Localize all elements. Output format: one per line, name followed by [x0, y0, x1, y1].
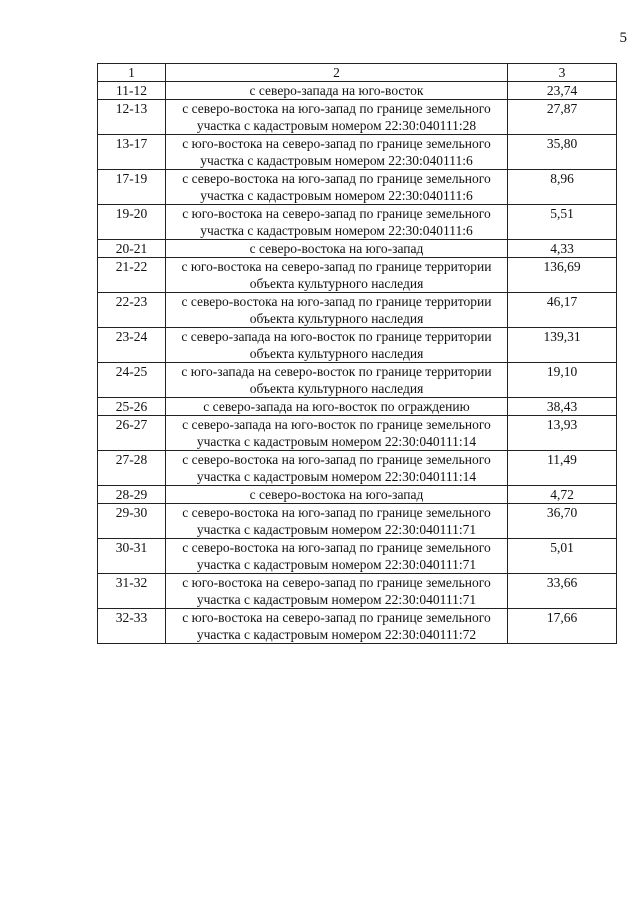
length-cell: 8,96: [508, 170, 617, 205]
segment-cell: 29-30: [98, 504, 166, 539]
length-cell: 35,80: [508, 135, 617, 170]
table-row: [98, 100, 617, 135]
table-row: [98, 82, 617, 100]
table-row: [98, 486, 617, 504]
description-cell: с северо-запада на юго-восток по границе территории объекта культурного наследия: [166, 328, 508, 363]
table-body: [98, 82, 617, 644]
table-row: [98, 363, 617, 398]
table-row: [98, 609, 617, 644]
column-header-segment: 1: [98, 64, 166, 82]
table-row: [98, 240, 617, 258]
description-cell: с юго-востока на северо-запад по границе земельного участка с кадастровым номером 22:30:040111:6: [166, 205, 508, 240]
segment-cell: 22-23: [98, 293, 166, 328]
segment-cell: 32-33: [98, 609, 166, 644]
description-cell: с северо-востока на юго-запад по границе земельного участка с кадастровым номером 22:30:040111:71: [166, 504, 508, 539]
description-cell: с северо-востока на юго-запад по границе земельного участка с кадастровым номером 22:30:040111:28: [166, 100, 508, 135]
length-cell: 33,66: [508, 574, 617, 609]
segment-cell: 12-13: [98, 100, 166, 135]
length-cell: 5,51: [508, 205, 617, 240]
table-row: [98, 293, 617, 328]
table-row: [98, 170, 617, 205]
description-cell: с северо-востока на юго-запад: [166, 240, 508, 258]
length-cell: 13,93: [508, 416, 617, 451]
length-cell: 36,70: [508, 504, 617, 539]
description-cell: с юго-запада на северо-восток по границе территории объекта культурного наследия: [166, 363, 508, 398]
table-header-row: [98, 64, 617, 82]
description-cell: с северо-востока на юго-запад по границе территории объекта культурного наследия: [166, 293, 508, 328]
length-cell: 27,87: [508, 100, 617, 135]
segment-cell: 11-12: [98, 82, 166, 100]
length-cell: 38,43: [508, 398, 617, 416]
table-row: [98, 574, 617, 609]
segment-cell: 17-19: [98, 170, 166, 205]
table-row: [98, 504, 617, 539]
description-cell: с юго-востока на северо-запад по границе территории объекта культурного наследия: [166, 258, 508, 293]
segment-cell: 27-28: [98, 451, 166, 486]
segment-cell: 21-22: [98, 258, 166, 293]
segment-cell: 31-32: [98, 574, 166, 609]
length-cell: 5,01: [508, 539, 617, 574]
table-row: [98, 539, 617, 574]
segment-cell: 30-31: [98, 539, 166, 574]
description-cell: с северо-запада на юго-восток: [166, 82, 508, 100]
segment-cell: 20-21: [98, 240, 166, 258]
segment-cell: 23-24: [98, 328, 166, 363]
table-row: [98, 398, 617, 416]
length-cell: 46,17: [508, 293, 617, 328]
description-cell: с северо-востока на юго-запад: [166, 486, 508, 504]
table-row: [98, 451, 617, 486]
table-row: [98, 416, 617, 451]
description-cell: с юго-востока на северо-запад по границе земельного участка с кадастровым номером 22:30:040111:72: [166, 609, 508, 644]
table-row: [98, 258, 617, 293]
length-cell: 139,31: [508, 328, 617, 363]
description-cell: с северо-запада на юго-восток по ограждению: [166, 398, 508, 416]
page-number: 5: [619, 30, 627, 46]
segment-cell: 28-29: [98, 486, 166, 504]
description-cell: с северо-востока на юго-запад по границе земельного участка с кадастровым номером 22:30:040111:71: [166, 539, 508, 574]
segment-cell: 24-25: [98, 363, 166, 398]
description-cell: с юго-востока на северо-запад по границе земельного участка с кадастровым номером 22:30:040111:6: [166, 135, 508, 170]
segment-cell: 13-17: [98, 135, 166, 170]
segment-cell: 25-26: [98, 398, 166, 416]
column-header-description: 2: [166, 64, 508, 82]
length-cell: 11,49: [508, 451, 617, 486]
description-cell: с северо-запада на юго-восток по границе земельного участка с кадастровым номером 22:30:040111:14: [166, 416, 508, 451]
length-cell: 19,10: [508, 363, 617, 398]
table-row: [98, 135, 617, 170]
description-cell: с северо-востока на юго-запад по границе земельного участка с кадастровым номером 22:30:040111:6: [166, 170, 508, 205]
table-row: [98, 205, 617, 240]
length-cell: 23,74: [508, 82, 617, 100]
table-row: [98, 328, 617, 363]
length-cell: 4,33: [508, 240, 617, 258]
column-header-length: 3: [508, 64, 617, 82]
length-cell: 136,69: [508, 258, 617, 293]
boundary-segments-table: [97, 63, 617, 644]
segment-cell: 19-20: [98, 205, 166, 240]
segment-cell: 26-27: [98, 416, 166, 451]
length-cell: 4,72: [508, 486, 617, 504]
description-cell: с юго-востока на северо-запад по границе земельного участка с кадастровым номером 22:30:040111:71: [166, 574, 508, 609]
length-cell: 17,66: [508, 609, 617, 644]
description-cell: с северо-востока на юго-запад по границе земельного участка с кадастровым номером 22:30:040111:14: [166, 451, 508, 486]
